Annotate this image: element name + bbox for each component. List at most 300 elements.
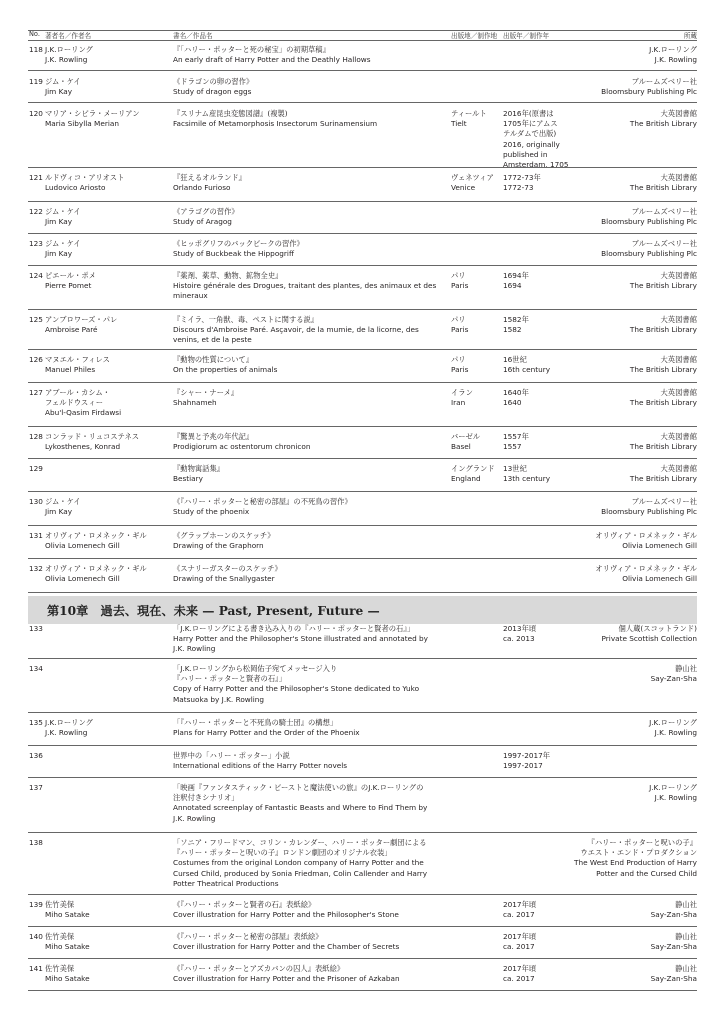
cell-author xyxy=(45,964,90,984)
cell-place xyxy=(451,432,480,452)
cell-title xyxy=(173,497,445,517)
cell-owner xyxy=(567,624,697,644)
cell-owner xyxy=(567,388,697,408)
year-line: 1557年 xyxy=(503,432,529,441)
title-line: Annotated screenplay of Fantastic Beasts and Where to Find Them by xyxy=(173,803,428,813)
place-line: パリ xyxy=(451,355,466,364)
title-line: 「J.K.ローリングによる書き込み入りの『ハリー・ポッターと賢者の石』」 xyxy=(173,624,415,633)
author-line: Ambroise Paré xyxy=(45,325,98,335)
cell-title xyxy=(173,783,445,824)
title-line: Study of dragon eggs xyxy=(173,87,252,97)
row-separator xyxy=(28,592,697,593)
title-line: Study of Aragog xyxy=(173,217,232,227)
title-line: 「J.K.ローリングから松岡佑子宛てメッセージ入り xyxy=(173,664,338,673)
cell-author xyxy=(45,432,139,452)
row-separator xyxy=(28,712,697,713)
author-line: コンラッド・リュコステネス xyxy=(45,432,140,441)
row-separator xyxy=(28,745,697,746)
author-line: ジム・ケイ xyxy=(45,207,81,216)
row-separator xyxy=(28,167,697,168)
title-line: 『ハリー・ポッターと呪いの子』ロンドン劇団のオリジナル衣装」 xyxy=(173,848,392,858)
cell-no: 118 xyxy=(29,45,43,54)
owner-line: オリヴィア・ロメネック・ギル xyxy=(595,564,697,573)
cell-year xyxy=(503,315,573,335)
owner-line: The British Library xyxy=(629,281,697,291)
cell-title xyxy=(173,564,445,584)
cell-no: 137 xyxy=(29,783,43,792)
owner-line: The British Library xyxy=(629,442,697,452)
owner-line: 個人蔵(スコットランド) xyxy=(618,624,697,633)
cell-author xyxy=(45,355,110,375)
header-no: No. xyxy=(29,30,40,38)
title-line: An early draft of Harry Potter and the Deathly Hallows xyxy=(173,55,371,65)
title-line: International editions of the Harry Potter novels xyxy=(173,761,348,771)
year-line: 16世紀 xyxy=(503,355,527,364)
owner-line: J.K. Rowling xyxy=(654,793,697,803)
row-separator xyxy=(28,658,697,659)
owner-line: Olivia Lomenech Gill xyxy=(622,574,697,584)
author-line: J.K. Rowling xyxy=(45,55,88,65)
cell-owner xyxy=(567,109,697,129)
cell-place xyxy=(451,173,494,193)
year-line: 1582年 xyxy=(503,315,529,324)
year-line: 1997-2017年 xyxy=(503,751,551,760)
year-line: 1640年 xyxy=(503,388,529,397)
cell-no: 121 xyxy=(29,173,43,182)
cell-author xyxy=(45,497,81,517)
title-line: Orlando Furioso xyxy=(173,183,231,193)
author-line: 佐竹美保 xyxy=(45,932,75,941)
cell-title xyxy=(173,624,445,655)
owner-line: The British Library xyxy=(629,365,697,375)
cell-author xyxy=(45,173,124,193)
author-line: J.K.ローリング xyxy=(45,45,93,54)
place-line: Tielt xyxy=(451,119,467,129)
place-line: Paris xyxy=(451,365,469,375)
place-line: Iran xyxy=(451,398,466,408)
title-line: 《ヒッポグリフのバックビークの習作》 xyxy=(173,239,304,248)
author-line: ジム・ケイ xyxy=(45,497,81,506)
cell-no: 141 xyxy=(29,964,43,973)
owner-line: Private Scottish Collection xyxy=(601,634,697,644)
title-line: Cover illustration for Harry Potter and the Philosopher's Stone xyxy=(173,910,399,920)
year-line: 2016年(原書は xyxy=(503,109,554,118)
cell-author xyxy=(45,900,90,920)
place-line: ティールト xyxy=(451,109,487,118)
cell-title xyxy=(173,271,445,302)
title-line: 『狂えるオルランド』 xyxy=(173,173,246,182)
owner-line: 大英図書館 xyxy=(660,173,697,182)
cell-year xyxy=(503,964,573,984)
author-line: Maria Sibylla Merian xyxy=(45,119,119,129)
row-separator xyxy=(28,426,697,427)
author-line: Jim Kay xyxy=(45,249,73,259)
author-line: Miho Satake xyxy=(45,974,90,984)
cell-owner xyxy=(567,497,697,517)
cell-title xyxy=(173,173,445,193)
cell-author xyxy=(45,531,147,551)
owner-line: 大英図書館 xyxy=(660,109,697,118)
cell-title xyxy=(173,45,445,65)
cell-title xyxy=(173,77,445,97)
title-line: On the properties of animals xyxy=(173,365,278,375)
title-line: 「『ハリー・ポッターと不死鳥の騎士団』の構想」 xyxy=(173,718,338,727)
cell-owner xyxy=(567,838,697,879)
author-line: Manuel Philes xyxy=(45,365,96,375)
title-line: Study of Buckbeak the Hippogriff xyxy=(173,249,294,259)
place-line: イラン xyxy=(451,388,473,397)
cell-title xyxy=(173,355,445,375)
title-line: Facsimile of Metamorphosis Insectorum Surinamensium xyxy=(173,119,378,129)
row-separator xyxy=(28,894,697,895)
place-line: Paris xyxy=(451,325,469,335)
owner-line: 大英図書館 xyxy=(660,388,697,397)
owner-line: 大英図書館 xyxy=(660,271,697,280)
title-line: 『「ハリー・ポッターと死の秘宝」の初期草稿』 xyxy=(173,45,330,54)
owner-line: The British Library xyxy=(629,474,697,484)
cell-year xyxy=(503,271,573,291)
cell-place xyxy=(451,315,468,335)
author-line: ルドヴィコ・アリオスト xyxy=(45,173,125,182)
cell-author xyxy=(45,77,81,97)
owner-line: Say-Zan-Sha xyxy=(650,674,697,684)
cell-no: 129 xyxy=(29,464,43,473)
author-line: オリヴィア・ロメネック・ギル xyxy=(45,531,147,540)
cell-owner xyxy=(567,564,697,584)
cell-owner xyxy=(567,900,697,920)
title-line: 『動物の性質について』 xyxy=(173,355,254,364)
cell-no: 126 xyxy=(29,355,43,364)
cell-author xyxy=(45,271,96,291)
owner-line: Bloomsbury Publishing Plc xyxy=(601,87,697,97)
title-line: Bestiary xyxy=(173,474,203,484)
title-line: mineraux xyxy=(173,291,208,301)
year-line: 1557 xyxy=(503,442,522,452)
owner-line: The British Library xyxy=(629,398,697,408)
cell-title xyxy=(173,664,445,705)
title-line: Costumes from the original London company of Harry Potter and the xyxy=(173,858,424,868)
row-separator xyxy=(28,201,697,202)
author-line: ジム・ケイ xyxy=(45,239,81,248)
table-header xyxy=(0,26,725,40)
title-line: venins, et de la peste xyxy=(173,335,252,345)
owner-line: 大英図書館 xyxy=(660,432,697,441)
cell-year xyxy=(503,464,573,484)
cell-year xyxy=(503,900,573,920)
header-place: 出版地／制作地 xyxy=(451,32,498,40)
cell-no: 131 xyxy=(29,531,43,540)
owner-line: 大英図書館 xyxy=(660,464,697,473)
owner-line: 静山社 xyxy=(675,664,697,673)
author-line: 佐竹美保 xyxy=(45,964,75,973)
owner-line: 『ハリー・ポッターと呪いの子』 xyxy=(587,838,697,847)
cell-no: 119 xyxy=(29,77,43,86)
owner-line: 大英図書館 xyxy=(660,315,697,324)
author-line: Jim Kay xyxy=(45,507,73,517)
row-separator xyxy=(28,382,697,383)
year-line: ca. 2017 xyxy=(503,942,535,952)
cell-owner xyxy=(567,964,697,984)
author-line: Miho Satake xyxy=(45,910,90,920)
year-line: 1997-2017 xyxy=(503,761,543,771)
cell-year xyxy=(503,388,573,408)
author-line: アブール・カシム・ xyxy=(45,388,111,397)
owner-line: The British Library xyxy=(629,183,697,193)
cell-no: 140 xyxy=(29,932,43,941)
header-year: 出版年／制作年 xyxy=(503,32,550,40)
cell-title xyxy=(173,239,445,259)
cell-author xyxy=(45,315,117,335)
title-line: Cover illustration for Harry Potter and the Chamber of Secrets xyxy=(173,942,400,952)
cell-place xyxy=(451,388,473,408)
chapter-title: 第10章 過去、現在、未来 — Past, Present, Future — xyxy=(47,604,380,618)
cell-no: 120 xyxy=(29,109,43,118)
owner-line: The British Library xyxy=(629,325,697,335)
title-line: 《『ハリー・ポッターと賢者の石』表紙絵》 xyxy=(173,900,316,909)
year-line: 2017年頃 xyxy=(503,932,537,941)
cell-title xyxy=(173,315,445,346)
cell-owner xyxy=(567,718,697,738)
cell-author xyxy=(45,109,140,129)
cell-no: 132 xyxy=(29,564,43,573)
title-line: 《アラゴグの習作》 xyxy=(173,207,239,216)
cell-year xyxy=(503,355,573,375)
owner-line: The West End Production of Harry xyxy=(574,858,697,868)
owner-line: Olivia Lomenech Gill xyxy=(622,541,697,551)
title-line: 『シャー・ナーメ』 xyxy=(173,388,239,397)
header-bottom-rule xyxy=(28,40,697,41)
title-line: 『驚異と予兆の年代記』 xyxy=(173,432,254,441)
owner-line: J.K.ローリング xyxy=(649,718,697,727)
author-line: Miho Satake xyxy=(45,942,90,952)
title-line: Plans for Harry Potter and the Order of the Phoenix xyxy=(173,728,360,738)
cell-no: 130 xyxy=(29,497,43,506)
cell-author xyxy=(45,388,121,419)
title-line: 《『ハリー・ポッターとアズカバンの囚人』表紙絵》 xyxy=(173,964,345,973)
cell-no: 139 xyxy=(29,900,43,909)
title-line: Harry Potter and the Philosopher's Stone illustrated and annotated by xyxy=(173,634,428,644)
year-line: 2013年頃 xyxy=(503,624,537,633)
owner-line: J.K. Rowling xyxy=(654,55,697,65)
cell-place xyxy=(451,464,495,484)
title-line: Drawing of the Snallygaster xyxy=(173,574,275,584)
place-line: イングランド xyxy=(451,464,495,473)
cell-year xyxy=(503,109,573,170)
cell-no: 136 xyxy=(29,751,43,760)
row-separator xyxy=(28,832,697,833)
row-separator xyxy=(28,525,697,526)
cell-author xyxy=(45,45,93,65)
title-line: Prodigiorum ac ostentorum chronicon xyxy=(173,442,311,452)
year-line: published in xyxy=(503,149,548,159)
author-line: Pierre Pomet xyxy=(45,281,92,291)
title-line: 『ミイラ、一角獣、毒、ペストに関する説』 xyxy=(173,315,319,324)
cell-place xyxy=(451,355,468,375)
cell-owner xyxy=(567,77,697,97)
cell-author xyxy=(45,932,90,952)
cell-author xyxy=(45,207,81,227)
author-line: Ludovico Ariosto xyxy=(45,183,106,193)
year-line: 1772-73 xyxy=(503,183,534,193)
title-line: Shahnameh xyxy=(173,398,217,408)
title-line: J.K. Rowling xyxy=(173,644,216,654)
author-line: Abu'l-Qasim Firdawsi xyxy=(45,408,122,418)
place-line: Basel xyxy=(451,442,471,452)
title-line: Discours d'Ambroise Paré. Asçavoir, de la mumie, de la licorne, des xyxy=(173,325,419,335)
cell-owner xyxy=(567,464,697,484)
owner-line: J.K. Rowling xyxy=(654,728,697,738)
year-line: 2016, originally xyxy=(503,139,560,149)
cell-owner xyxy=(567,173,697,193)
title-line: 《『ハリー・ポッターと秘密の部屋』の不死鳥の習作》 xyxy=(173,497,352,506)
year-line: 1705年にアムス xyxy=(503,119,558,129)
cell-owner xyxy=(567,664,697,684)
cell-author xyxy=(45,718,93,738)
title-line: Drawing of the Graphorn xyxy=(173,541,264,551)
owner-line: オリヴィア・ロメネック・ギル xyxy=(595,531,697,540)
cell-title xyxy=(173,838,445,889)
row-separator xyxy=(28,233,697,234)
author-line: ピエール・ポメ xyxy=(45,271,96,280)
title-line: 《ドラゴンの卵の習作》 xyxy=(173,77,254,86)
owner-line: Bloomsbury Publishing Plc xyxy=(601,249,697,259)
owner-line: ウエスト・エンド・プロダクション xyxy=(580,848,697,858)
author-line: ジム・ケイ xyxy=(45,77,81,86)
place-line: Paris xyxy=(451,281,469,291)
cell-title xyxy=(173,751,445,771)
cell-title xyxy=(173,207,445,227)
cell-no: 127 xyxy=(29,388,43,397)
year-line: 16th century xyxy=(503,365,551,375)
cell-title xyxy=(173,932,445,952)
title-line: Copy of Harry Potter and the Philosopher's Stone dedicated to Yuko xyxy=(173,684,420,694)
place-line: ヴェネツィア xyxy=(451,173,494,182)
year-line: 13世紀 xyxy=(503,464,527,473)
cell-year xyxy=(503,751,573,771)
cell-no: 138 xyxy=(29,838,43,847)
title-line: 《『ハリー・ポッターと秘密の部屋』表紙絵》 xyxy=(173,932,323,941)
chapter-banner xyxy=(28,596,697,624)
cell-owner xyxy=(567,355,697,375)
year-line: 1582 xyxy=(503,325,522,335)
cell-owner xyxy=(567,315,697,335)
cell-year xyxy=(503,624,573,644)
year-line: 13th century xyxy=(503,474,551,484)
title-line: Cursed Child, produced by Sonia Friedman, Colin Callender and Harry xyxy=(173,868,428,878)
cell-no: 133 xyxy=(29,624,43,633)
author-line: オリヴィア・ロメネック・ギル xyxy=(45,564,147,573)
cell-owner xyxy=(567,239,697,259)
year-line: テルダムで出版) xyxy=(503,129,557,139)
cell-title xyxy=(173,900,445,920)
row-separator xyxy=(28,958,697,959)
cell-title xyxy=(173,109,445,129)
title-line: 『スリナム産昆虫変態図譜』(複製) xyxy=(173,109,288,118)
year-line: 1772-73年 xyxy=(503,173,541,182)
header-owner: 所蔵 xyxy=(683,32,697,40)
cell-no: 128 xyxy=(29,432,43,441)
row-separator xyxy=(28,265,697,266)
title-line: 『薬剤、薬草、動物、鉱物全史』 xyxy=(173,271,283,280)
year-line: ca. 2013 xyxy=(503,634,535,644)
author-line: フェルドウスィー xyxy=(45,398,104,408)
year-line: ca. 2017 xyxy=(503,910,535,920)
owner-line: 大英図書館 xyxy=(660,355,697,364)
cell-year xyxy=(503,432,573,452)
owner-line: J.K.ローリング xyxy=(649,783,697,792)
owner-line: J.K.ローリング xyxy=(649,45,697,54)
title-line: Cover illustration for Harry Potter and the Prisoner of Azkaban xyxy=(173,974,400,984)
row-separator xyxy=(28,558,697,559)
cell-owner xyxy=(567,207,697,227)
owner-line: Potter and the Cursed Child xyxy=(596,868,697,878)
cell-place xyxy=(451,271,468,291)
author-line: Olivia Lomenech Gill xyxy=(45,574,120,584)
title-line: 《グラップホーンのスケッチ》 xyxy=(173,531,275,540)
cell-owner xyxy=(567,783,697,803)
row-separator xyxy=(28,458,697,459)
title-line: 「ソニア・フリードマン、コリン・カレンダー、ハリー・ポッター劇団による xyxy=(173,838,427,847)
cell-owner xyxy=(567,45,697,65)
owner-line: The British Library xyxy=(629,119,697,129)
cell-no: 135 xyxy=(29,718,43,727)
owner-line: 静山社 xyxy=(675,900,697,909)
author-line: 佐竹美保 xyxy=(45,900,75,909)
row-separator xyxy=(28,990,697,991)
owner-line: ブルームズベリー社 xyxy=(631,77,697,86)
author-line: Jim Kay xyxy=(45,87,73,97)
row-separator xyxy=(28,309,697,310)
cell-owner xyxy=(567,531,697,551)
owner-line: Say-Zan-Sha xyxy=(650,910,697,920)
year-line: 1640 xyxy=(503,398,522,408)
place-line: England xyxy=(451,474,481,484)
cell-title xyxy=(173,464,445,484)
cell-title xyxy=(173,964,445,984)
title-line: 世界中の「ハリー・ポッター」小説 xyxy=(173,751,290,760)
author-line: J.K. Rowling xyxy=(45,728,88,738)
row-separator xyxy=(28,491,697,492)
place-line: バーゼル xyxy=(451,432,481,441)
cell-title xyxy=(173,718,445,738)
year-line: 2017年頃 xyxy=(503,900,537,909)
cell-place xyxy=(451,109,487,129)
place-line: パリ xyxy=(451,271,466,280)
owner-line: ブルームズベリー社 xyxy=(631,239,697,248)
place-line: パリ xyxy=(451,315,466,324)
cell-owner xyxy=(567,432,697,452)
cell-no: 124 xyxy=(29,271,43,280)
header-title: 書名／作品名 xyxy=(173,32,213,40)
title-line: Matsuoka by J.K. Rowling xyxy=(173,694,265,704)
row-separator xyxy=(28,349,697,350)
row-separator xyxy=(28,926,697,927)
cell-title xyxy=(173,531,445,551)
row-separator xyxy=(28,102,697,103)
title-line: Histoire générale des Drogues, traitant des plantes, des animaux et des xyxy=(173,281,437,291)
title-line: 《スナリーガスターのスケッチ》 xyxy=(173,564,282,573)
year-line: 2017年頃 xyxy=(503,964,537,973)
row-separator xyxy=(28,70,697,71)
owner-line: ブルームズベリー社 xyxy=(631,207,697,216)
owner-line: 静山社 xyxy=(675,932,697,941)
title-line: Study of the phoenix xyxy=(173,507,250,517)
year-line: Amsterdam, 1705 xyxy=(503,160,569,170)
cell-title xyxy=(173,432,445,452)
author-line: J.K.ローリング xyxy=(45,718,93,727)
owner-line: Say-Zan-Sha xyxy=(650,942,697,952)
cell-no: 122 xyxy=(29,207,43,216)
